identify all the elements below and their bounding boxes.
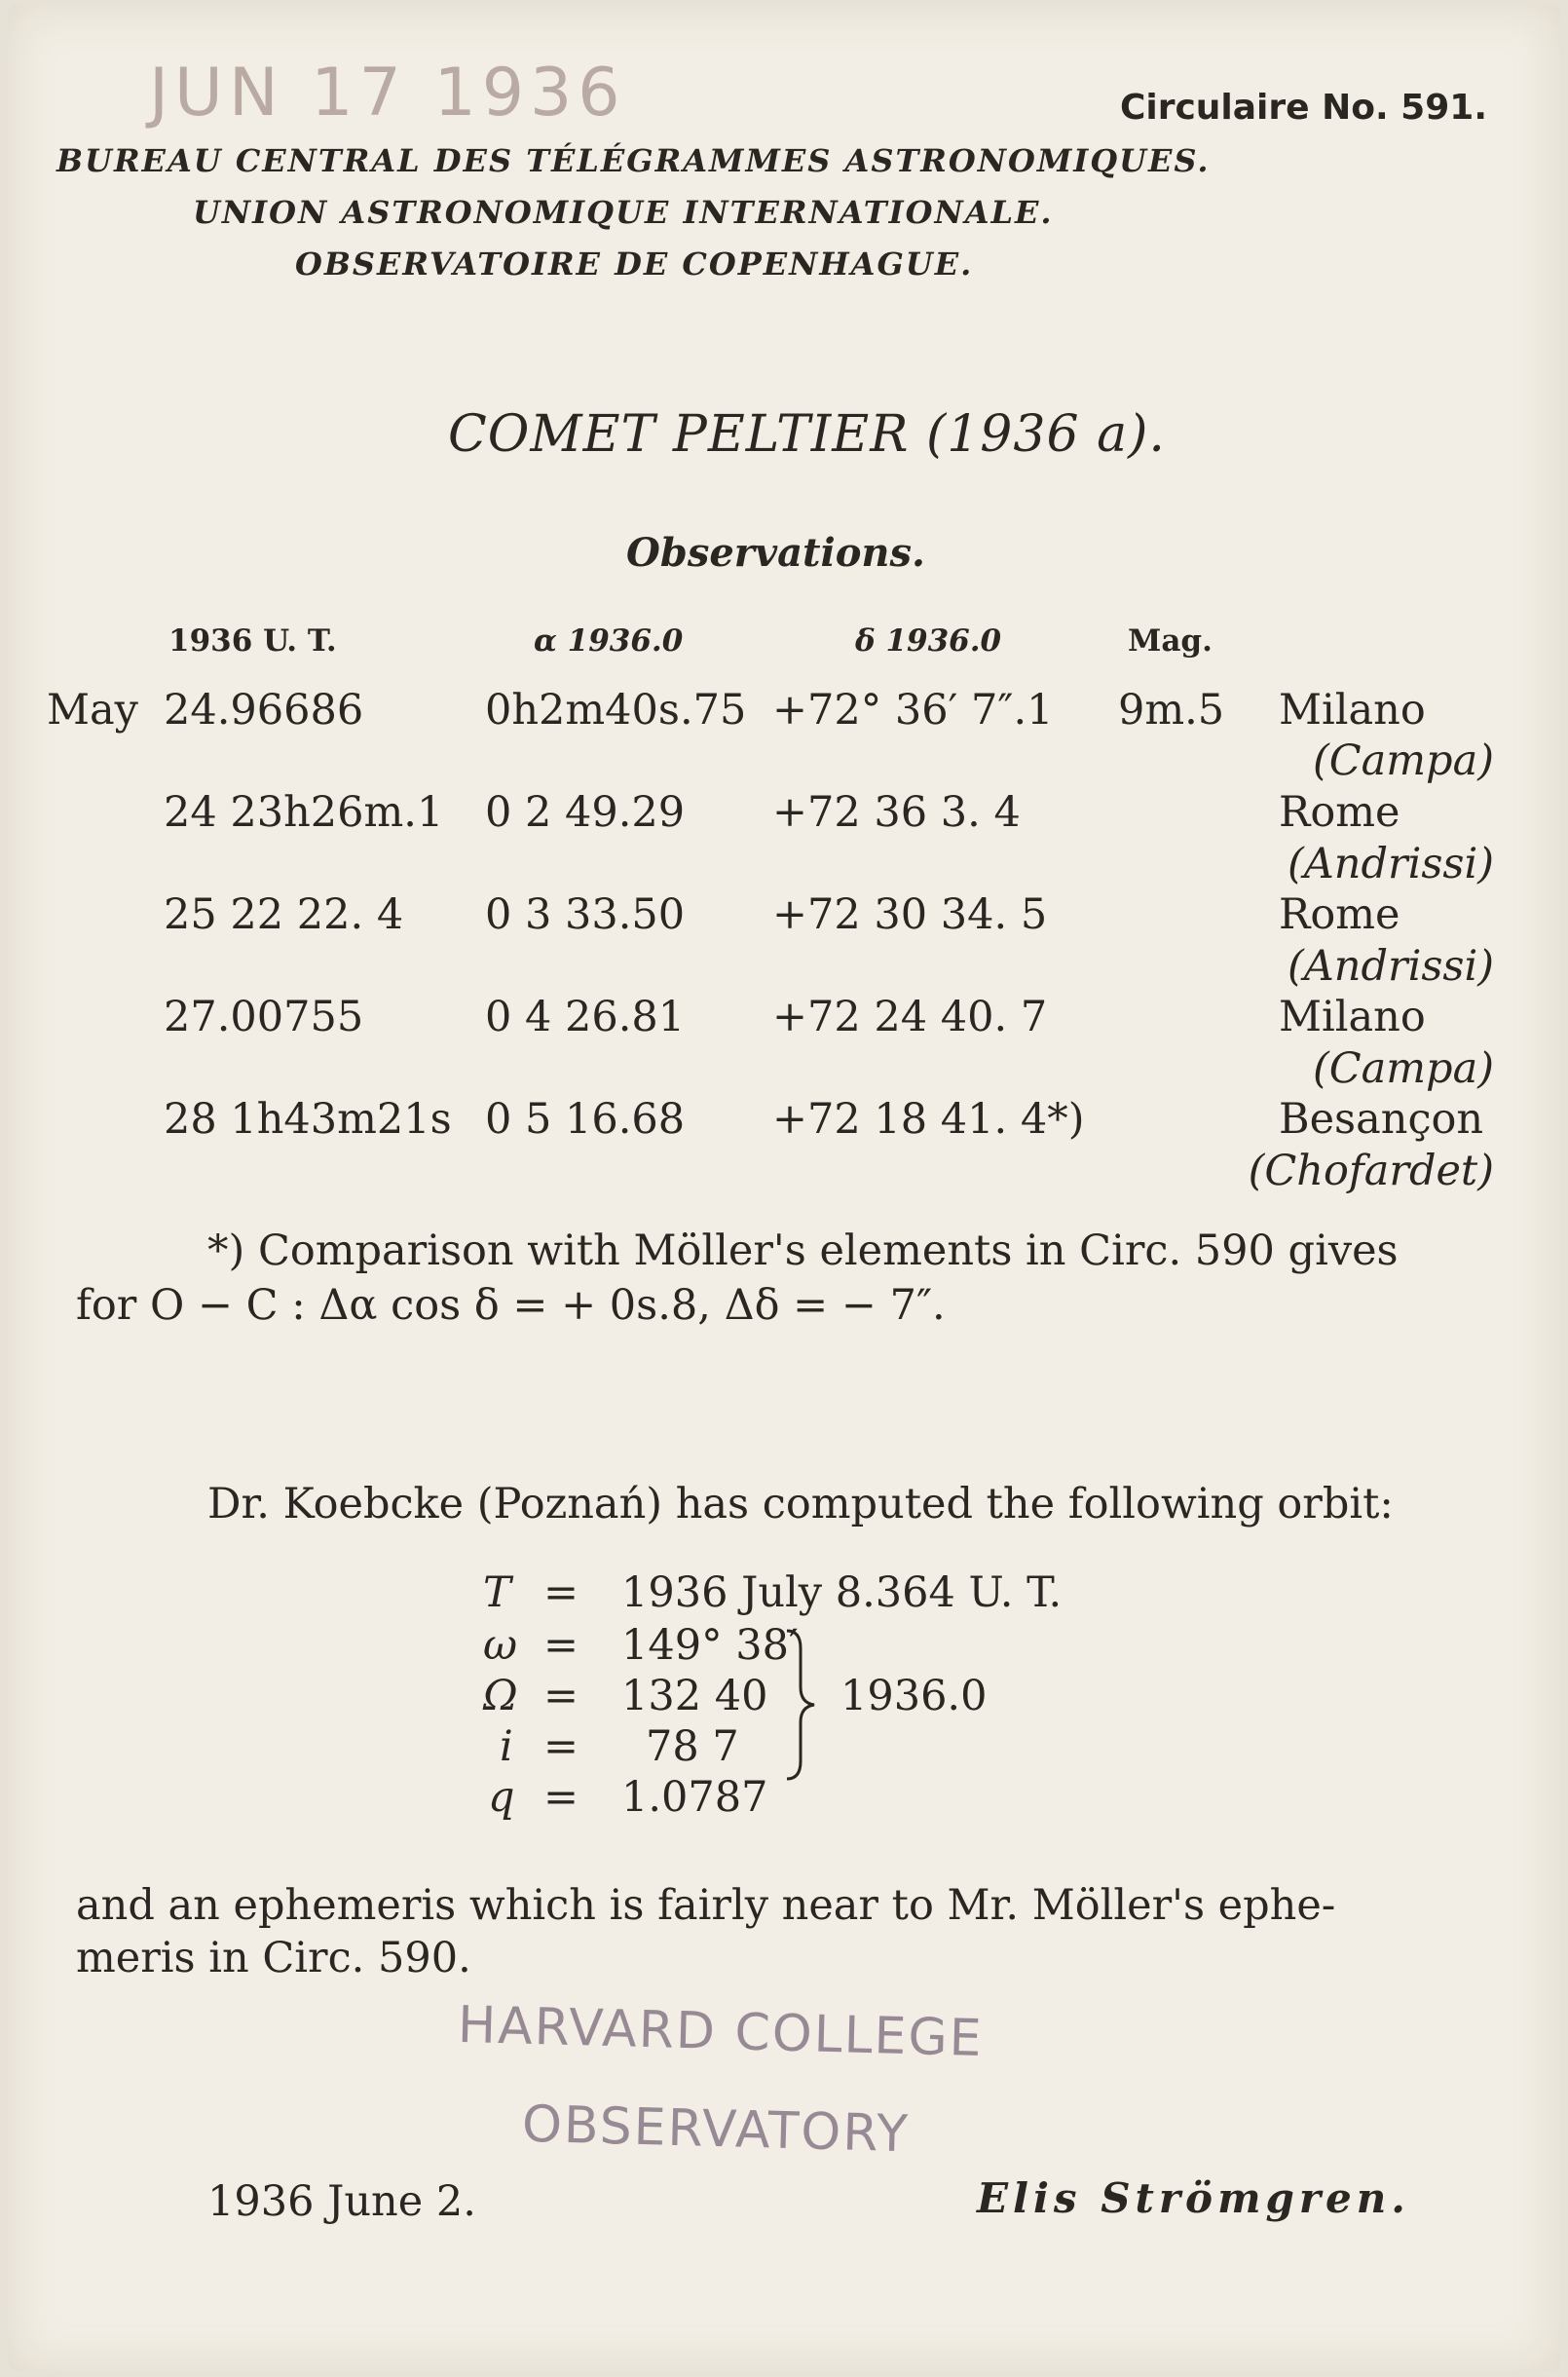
equals-sign: = (543, 1722, 579, 1771)
obs-ra: 0 2 49.29 (485, 788, 686, 837)
obs-time: 25 22 22. 4 (164, 890, 404, 939)
element-symbol: q (488, 1773, 515, 1822)
footnote-line-2: for O − C : Δα cos δ = + 0s.8, Δδ = − 7″. (76, 1281, 946, 1330)
obs-dec: +72 30 34. 5 (772, 890, 1048, 939)
obs-time: 28 1h43m21s (164, 1095, 452, 1144)
element-value: 1.0787 (621, 1773, 768, 1822)
element-symbol: ω (483, 1621, 518, 1670)
equals-sign: = (543, 1568, 579, 1617)
column-header-date: 1936 U. T. (168, 623, 337, 659)
obs-observer: (Campa) (1312, 1044, 1494, 1093)
obs-dec: +72 36 3. 4 (772, 788, 1021, 837)
header-bureau: BUREAU CENTRAL DES TÉLÉGRAMMES ASTRONOMIQUES. (56, 142, 1211, 179)
obs-ra: 0 3 33.50 (485, 890, 686, 939)
column-header-ra: α 1936.0 (534, 623, 684, 659)
equals-sign: = (543, 1672, 579, 1720)
header-observatory: OBSERVATOIRE DE COPENHAGUE. (295, 245, 974, 283)
obs-dec: +72° 36′ 7″.1 (772, 686, 1054, 735)
date-signed: 1936 June 2. (207, 2177, 476, 2226)
element-value: 1936 July 8.364 U. T. (621, 1568, 1063, 1617)
orbit-intro: Dr. Koebcke (Poznań) has computed the following orbit: (207, 1480, 1394, 1528)
harvard-stamp-line-2: OBSERVATORY (521, 2094, 911, 2165)
obs-time: 24 23h26m.1 (164, 788, 444, 837)
brace-icon (783, 1627, 822, 1783)
equals-sign: = (543, 1621, 579, 1670)
closing-line-1: and an ephemeris which is fairly near to Mr. Möller's ephe- (76, 1881, 1336, 1930)
circular-number: Circulaire No. 591. (1119, 88, 1487, 128)
element-symbol: i (500, 1722, 513, 1771)
equinox-label: 1936.0 (840, 1672, 988, 1720)
signature: Elis Strömgren. (977, 2174, 1410, 2222)
equals-sign: = (543, 1773, 579, 1822)
obs-mag: 9m.5 (1118, 686, 1225, 735)
obs-observer: (Andrissi) (1287, 840, 1494, 888)
obs-station: Milano (1279, 686, 1426, 735)
footnote-line-1: *) Comparison with Möller's elements in Circ. 590 gives (207, 1226, 1399, 1275)
obs-ra: 0h2m40s.75 (485, 686, 747, 735)
harvard-stamp-line-1: HARVARD COLLEGE (457, 1995, 985, 2069)
element-value: 78 7 (646, 1722, 739, 1771)
obs-dec: +72 24 40. 7 (772, 993, 1048, 1041)
element-symbol: Ω (483, 1672, 518, 1720)
obs-ra: 0 5 16.68 (485, 1095, 686, 1144)
obs-station: Rome (1279, 788, 1400, 837)
obs-dec: +72 18 41. 4*) (772, 1095, 1085, 1144)
obs-observer: (Campa) (1312, 736, 1494, 785)
received-date-stamp: JUN 17 1936 (149, 55, 626, 132)
observations-heading: Observations. (626, 530, 925, 576)
element-symbol: T (483, 1568, 511, 1617)
obs-observer: (Chofardet) (1248, 1147, 1494, 1195)
obs-time: 24.96686 (164, 686, 364, 735)
document-title: COMET PELTIER (1936 a). (448, 405, 1166, 464)
obs-month: May (47, 686, 138, 735)
obs-observer: (Andrissi) (1287, 942, 1494, 991)
element-value: 132 40 (621, 1672, 768, 1720)
obs-ra: 0 4 26.81 (485, 993, 686, 1041)
column-header-mag: Mag. (1128, 623, 1213, 659)
obs-station: Rome (1279, 890, 1400, 939)
element-value: 149° 38′ (621, 1621, 799, 1670)
closing-line-2: meris in Circ. 590. (76, 1934, 471, 1982)
header-union: UNION ASTRONOMIQUE INTERNATIONALE. (193, 194, 1054, 231)
obs-time: 27.00755 (164, 993, 364, 1041)
column-header-dec: δ 1936.0 (855, 623, 1002, 659)
circular-card (8, 4, 1560, 2371)
obs-station: Milano (1279, 993, 1426, 1041)
obs-station: Besançon (1279, 1095, 1484, 1144)
